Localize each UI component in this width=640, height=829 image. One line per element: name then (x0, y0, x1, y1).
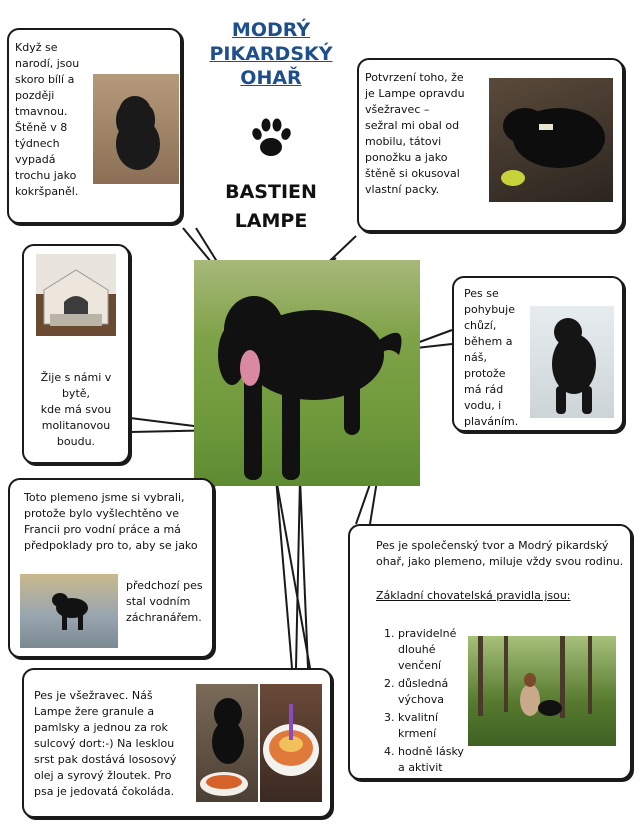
rule-item: 2. důsledná výchova (398, 676, 488, 708)
bubble-omnivore-proof (357, 58, 624, 232)
omnivore-proof-text: Potvrzení toho, že je Lampe opravdu všežravec – sežral mi obal od mobilu, tátovi ponožku a jako štěně si okusoval vlastní packy. (365, 71, 465, 196)
breed-text-2: předchozí pes stal vodním záchranářem. (126, 579, 203, 624)
rule-item: 4. hodně lásky a aktivit (398, 744, 488, 776)
birthday-cake-photo (260, 684, 322, 802)
black-dog-figure (194, 260, 420, 486)
dog-chewing-photo (489, 78, 613, 202)
puppy-text: Když se narodí, jsou skoro bílí a později tmavnou. Štěně v 8 týdnech vypadá trochu jako kokršpaněl. (15, 41, 80, 198)
bubble-breed-choice (8, 478, 214, 658)
bubble-social-rules (348, 524, 632, 780)
forest-photo (468, 636, 616, 746)
rule-item: 1. pravidelné dlouhé venčení (398, 626, 488, 674)
breed-text: Toto plemeno jsme si vybrali, protože bylo vyšlechtěno ve Francii pro vodní práce a má předpoklady pro to, aby se jako (24, 491, 198, 552)
dog-in-snow-photo (530, 306, 614, 418)
food-text: Pes je všežravec. Náš Lampe žere granule a pamlsky a jednou za rok sulcový dort:-) Na lesklou srst pak dostává lososový olej a syrový žloutek. Pro psa je jedovatá čokoláda. (34, 689, 177, 798)
dog-name: BASTIEN LAMPE (225, 181, 317, 232)
rule-item: 3. kvalitní krmení (398, 710, 488, 742)
home-text: Žije s námi v bytě, kde má svou molitanovou boudu. (40, 371, 112, 448)
dog-with-bowl-photo (196, 684, 258, 802)
main-dog-photo (194, 260, 420, 486)
dog-bed-photo (36, 254, 116, 336)
page-title: MODRÝ PIKARDSKÝ OHAŘ (209, 19, 333, 89)
puppy-photo (93, 74, 179, 184)
paw-print-icon (247, 114, 295, 162)
bubble-puppy (7, 28, 182, 224)
social-intro: Pes je společenský tvor a Modrý pikardský ohař, jako plemeno, miluje vždy svou rodinu. (376, 539, 624, 568)
dog-in-water-photo (20, 574, 118, 648)
movement-text: Pes se pohybuje chůzí, během a náš, protože má rád vodu, i plaváním. (464, 287, 519, 428)
dog-tongue (240, 350, 260, 386)
connector-food2 (296, 478, 308, 668)
rules-heading: Základní chovatelská pravidla jsou: (376, 589, 571, 602)
bubble-food (22, 668, 332, 818)
bubble-movement (452, 276, 624, 432)
bubble-home (22, 244, 130, 464)
